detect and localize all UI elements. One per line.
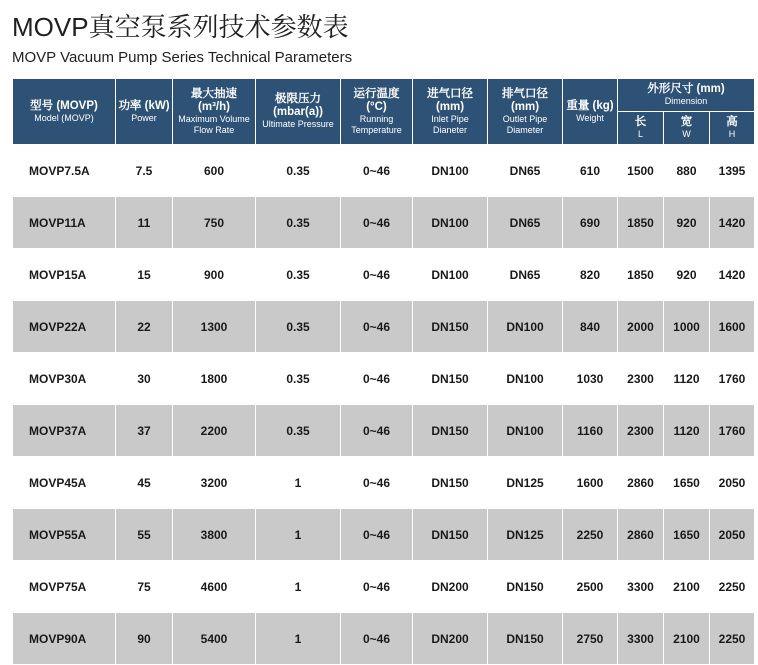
cell-power: 45 bbox=[116, 457, 173, 509]
cell-weight: 2250 bbox=[563, 509, 618, 561]
header-ultimate-pressure: 极限压力 (mbar(a)) Ultimate Pressure bbox=[256, 79, 341, 145]
cell-width: 920 bbox=[664, 197, 710, 249]
cell-flow: 1800 bbox=[173, 353, 256, 405]
cell-model: MOVP90A bbox=[13, 613, 116, 665]
cell-outlet: DN125 bbox=[488, 457, 563, 509]
cell-flow: 3200 bbox=[173, 457, 256, 509]
cell-pressure: 1 bbox=[256, 561, 341, 613]
cell-outlet: DN125 bbox=[488, 509, 563, 561]
header-outlet-diameter: 排气口径 (mm) Outlet Pipe Diameter bbox=[488, 79, 563, 145]
cell-inlet: DN150 bbox=[413, 457, 488, 509]
header-dimension-height: 高 H bbox=[710, 112, 755, 145]
table-row bbox=[13, 301, 755, 353]
cell-model: MOVP55A bbox=[13, 509, 116, 561]
cell-temp: 0~46 bbox=[341, 353, 413, 405]
cell-width: 2100 bbox=[664, 561, 710, 613]
cell-height: 1420 bbox=[710, 249, 755, 301]
cell-weight: 820 bbox=[563, 249, 618, 301]
header-power: 功率 (kW) Power bbox=[116, 79, 173, 145]
page-title-en: MOVP Vacuum Pump Series Technical Parameters bbox=[12, 49, 353, 66]
header-running-temperature: 运行温度 (°C) Running Temperature bbox=[341, 79, 413, 145]
cell-pressure: 1 bbox=[256, 457, 341, 509]
cell-model: MOVP37A bbox=[13, 405, 116, 457]
cell-pressure: 0.35 bbox=[256, 301, 341, 353]
cell-length: 2860 bbox=[618, 509, 664, 561]
cell-inlet: DN100 bbox=[413, 249, 488, 301]
cell-inlet: DN100 bbox=[413, 197, 488, 249]
cell-inlet: DN150 bbox=[413, 509, 488, 561]
cell-outlet: DN100 bbox=[488, 301, 563, 353]
table-row bbox=[13, 145, 755, 197]
cell-width: 1000 bbox=[664, 301, 710, 353]
table-row bbox=[13, 561, 755, 613]
cell-flow: 900 bbox=[173, 249, 256, 301]
cell-temp: 0~46 bbox=[341, 301, 413, 353]
cell-power: 22 bbox=[116, 301, 173, 353]
cell-width: 880 bbox=[664, 145, 710, 197]
cell-length: 3300 bbox=[618, 561, 664, 613]
cell-inlet: DN200 bbox=[413, 561, 488, 613]
cell-length: 1850 bbox=[618, 197, 664, 249]
cell-flow: 750 bbox=[173, 197, 256, 249]
cell-flow: 1300 bbox=[173, 301, 256, 353]
cell-length: 1850 bbox=[618, 249, 664, 301]
cell-pressure: 0.35 bbox=[256, 145, 341, 197]
cell-length: 2860 bbox=[618, 457, 664, 509]
cell-height: 1420 bbox=[710, 197, 755, 249]
cell-temp: 0~46 bbox=[341, 405, 413, 457]
table-row bbox=[13, 405, 755, 457]
cell-power: 75 bbox=[116, 561, 173, 613]
cell-length: 2000 bbox=[618, 301, 664, 353]
table-body bbox=[13, 145, 755, 665]
cell-temp: 0~46 bbox=[341, 249, 413, 301]
cell-width: 920 bbox=[664, 249, 710, 301]
table-header bbox=[13, 79, 755, 145]
cell-model: MOVP75A bbox=[13, 561, 116, 613]
cell-weight: 2500 bbox=[563, 561, 618, 613]
cell-weight: 690 bbox=[563, 197, 618, 249]
table-row bbox=[13, 509, 755, 561]
cell-power: 37 bbox=[116, 405, 173, 457]
cell-outlet: DN65 bbox=[488, 249, 563, 301]
cell-height: 2250 bbox=[710, 613, 755, 665]
cell-model: MOVP22A bbox=[13, 301, 116, 353]
cell-temp: 0~46 bbox=[341, 197, 413, 249]
table-row bbox=[13, 249, 755, 301]
cell-inlet: DN150 bbox=[413, 301, 488, 353]
cell-inlet: DN200 bbox=[413, 613, 488, 665]
cell-flow: 4600 bbox=[173, 561, 256, 613]
cell-length: 2300 bbox=[618, 405, 664, 457]
cell-pressure: 0.35 bbox=[256, 197, 341, 249]
cell-model: MOVP7.5A bbox=[13, 145, 116, 197]
cell-height: 1395 bbox=[710, 145, 755, 197]
cell-power: 30 bbox=[116, 353, 173, 405]
cell-power: 11 bbox=[116, 197, 173, 249]
cell-temp: 0~46 bbox=[341, 145, 413, 197]
table-row bbox=[13, 457, 755, 509]
cell-pressure: 0.35 bbox=[256, 249, 341, 301]
header-dimension-length: 长 L bbox=[618, 112, 664, 145]
cell-height: 2050 bbox=[710, 457, 755, 509]
table-row bbox=[13, 353, 755, 405]
cell-power: 15 bbox=[116, 249, 173, 301]
cell-outlet: DN150 bbox=[488, 561, 563, 613]
cell-inlet: DN100 bbox=[413, 145, 488, 197]
cell-model: MOVP11A bbox=[13, 197, 116, 249]
header-weight: 重量 (kg) Weight bbox=[563, 79, 618, 145]
cell-temp: 0~46 bbox=[341, 509, 413, 561]
cell-model: MOVP45A bbox=[13, 457, 116, 509]
cell-weight: 1030 bbox=[563, 353, 618, 405]
cell-flow: 5400 bbox=[173, 613, 256, 665]
table-header-row-1 bbox=[13, 79, 755, 112]
cell-pressure: 1 bbox=[256, 509, 341, 561]
cell-power: 55 bbox=[116, 509, 173, 561]
cell-weight: 2750 bbox=[563, 613, 618, 665]
page-title-cn: MOVP真空泵系列技术参数表 bbox=[12, 12, 349, 42]
cell-power: 7.5 bbox=[116, 145, 173, 197]
cell-weight: 840 bbox=[563, 301, 618, 353]
cell-model: MOVP30A bbox=[13, 353, 116, 405]
table-row bbox=[13, 197, 755, 249]
cell-flow: 2200 bbox=[173, 405, 256, 457]
cell-inlet: DN150 bbox=[413, 353, 488, 405]
cell-length: 1500 bbox=[618, 145, 664, 197]
cell-length: 3300 bbox=[618, 613, 664, 665]
cell-outlet: DN100 bbox=[488, 353, 563, 405]
cell-pressure: 0.35 bbox=[256, 405, 341, 457]
cell-width: 1120 bbox=[664, 353, 710, 405]
cell-width: 1650 bbox=[664, 509, 710, 561]
cell-weight: 610 bbox=[563, 145, 618, 197]
cell-height: 1760 bbox=[710, 353, 755, 405]
cell-height: 1600 bbox=[710, 301, 755, 353]
cell-outlet: DN100 bbox=[488, 405, 563, 457]
cell-height: 2050 bbox=[710, 509, 755, 561]
cell-height: 1760 bbox=[710, 405, 755, 457]
cell-width: 1120 bbox=[664, 405, 710, 457]
header-model: 型号 (MOVP) Model (MOVP) bbox=[13, 79, 116, 145]
specifications-table bbox=[12, 78, 755, 665]
table-row bbox=[13, 613, 755, 665]
cell-pressure: 0.35 bbox=[256, 353, 341, 405]
cell-width: 1650 bbox=[664, 457, 710, 509]
cell-width: 2100 bbox=[664, 613, 710, 665]
cell-temp: 0~46 bbox=[341, 561, 413, 613]
cell-pressure: 1 bbox=[256, 613, 341, 665]
cell-inlet: DN150 bbox=[413, 405, 488, 457]
header-inlet-diameter: 进气口径 (mm) Inlet Pipe Dianeter bbox=[413, 79, 488, 145]
cell-model: MOVP15A bbox=[13, 249, 116, 301]
cell-temp: 0~46 bbox=[341, 613, 413, 665]
cell-length: 2300 bbox=[618, 353, 664, 405]
cell-flow: 600 bbox=[173, 145, 256, 197]
header-flow-rate: 最大抽速 (m³/h) Maximum Volume Flow Rate bbox=[173, 79, 256, 145]
cell-outlet: DN150 bbox=[488, 613, 563, 665]
header-dimension-width: 宽 W bbox=[664, 112, 710, 145]
cell-temp: 0~46 bbox=[341, 457, 413, 509]
cell-height: 2250 bbox=[710, 561, 755, 613]
cell-weight: 1600 bbox=[563, 457, 618, 509]
cell-power: 90 bbox=[116, 613, 173, 665]
cell-weight: 1160 bbox=[563, 405, 618, 457]
cell-outlet: DN65 bbox=[488, 197, 563, 249]
cell-outlet: DN65 bbox=[488, 145, 563, 197]
cell-flow: 3800 bbox=[173, 509, 256, 561]
header-dimension-group: 外形尺寸 (mm) Dimension bbox=[618, 79, 755, 112]
